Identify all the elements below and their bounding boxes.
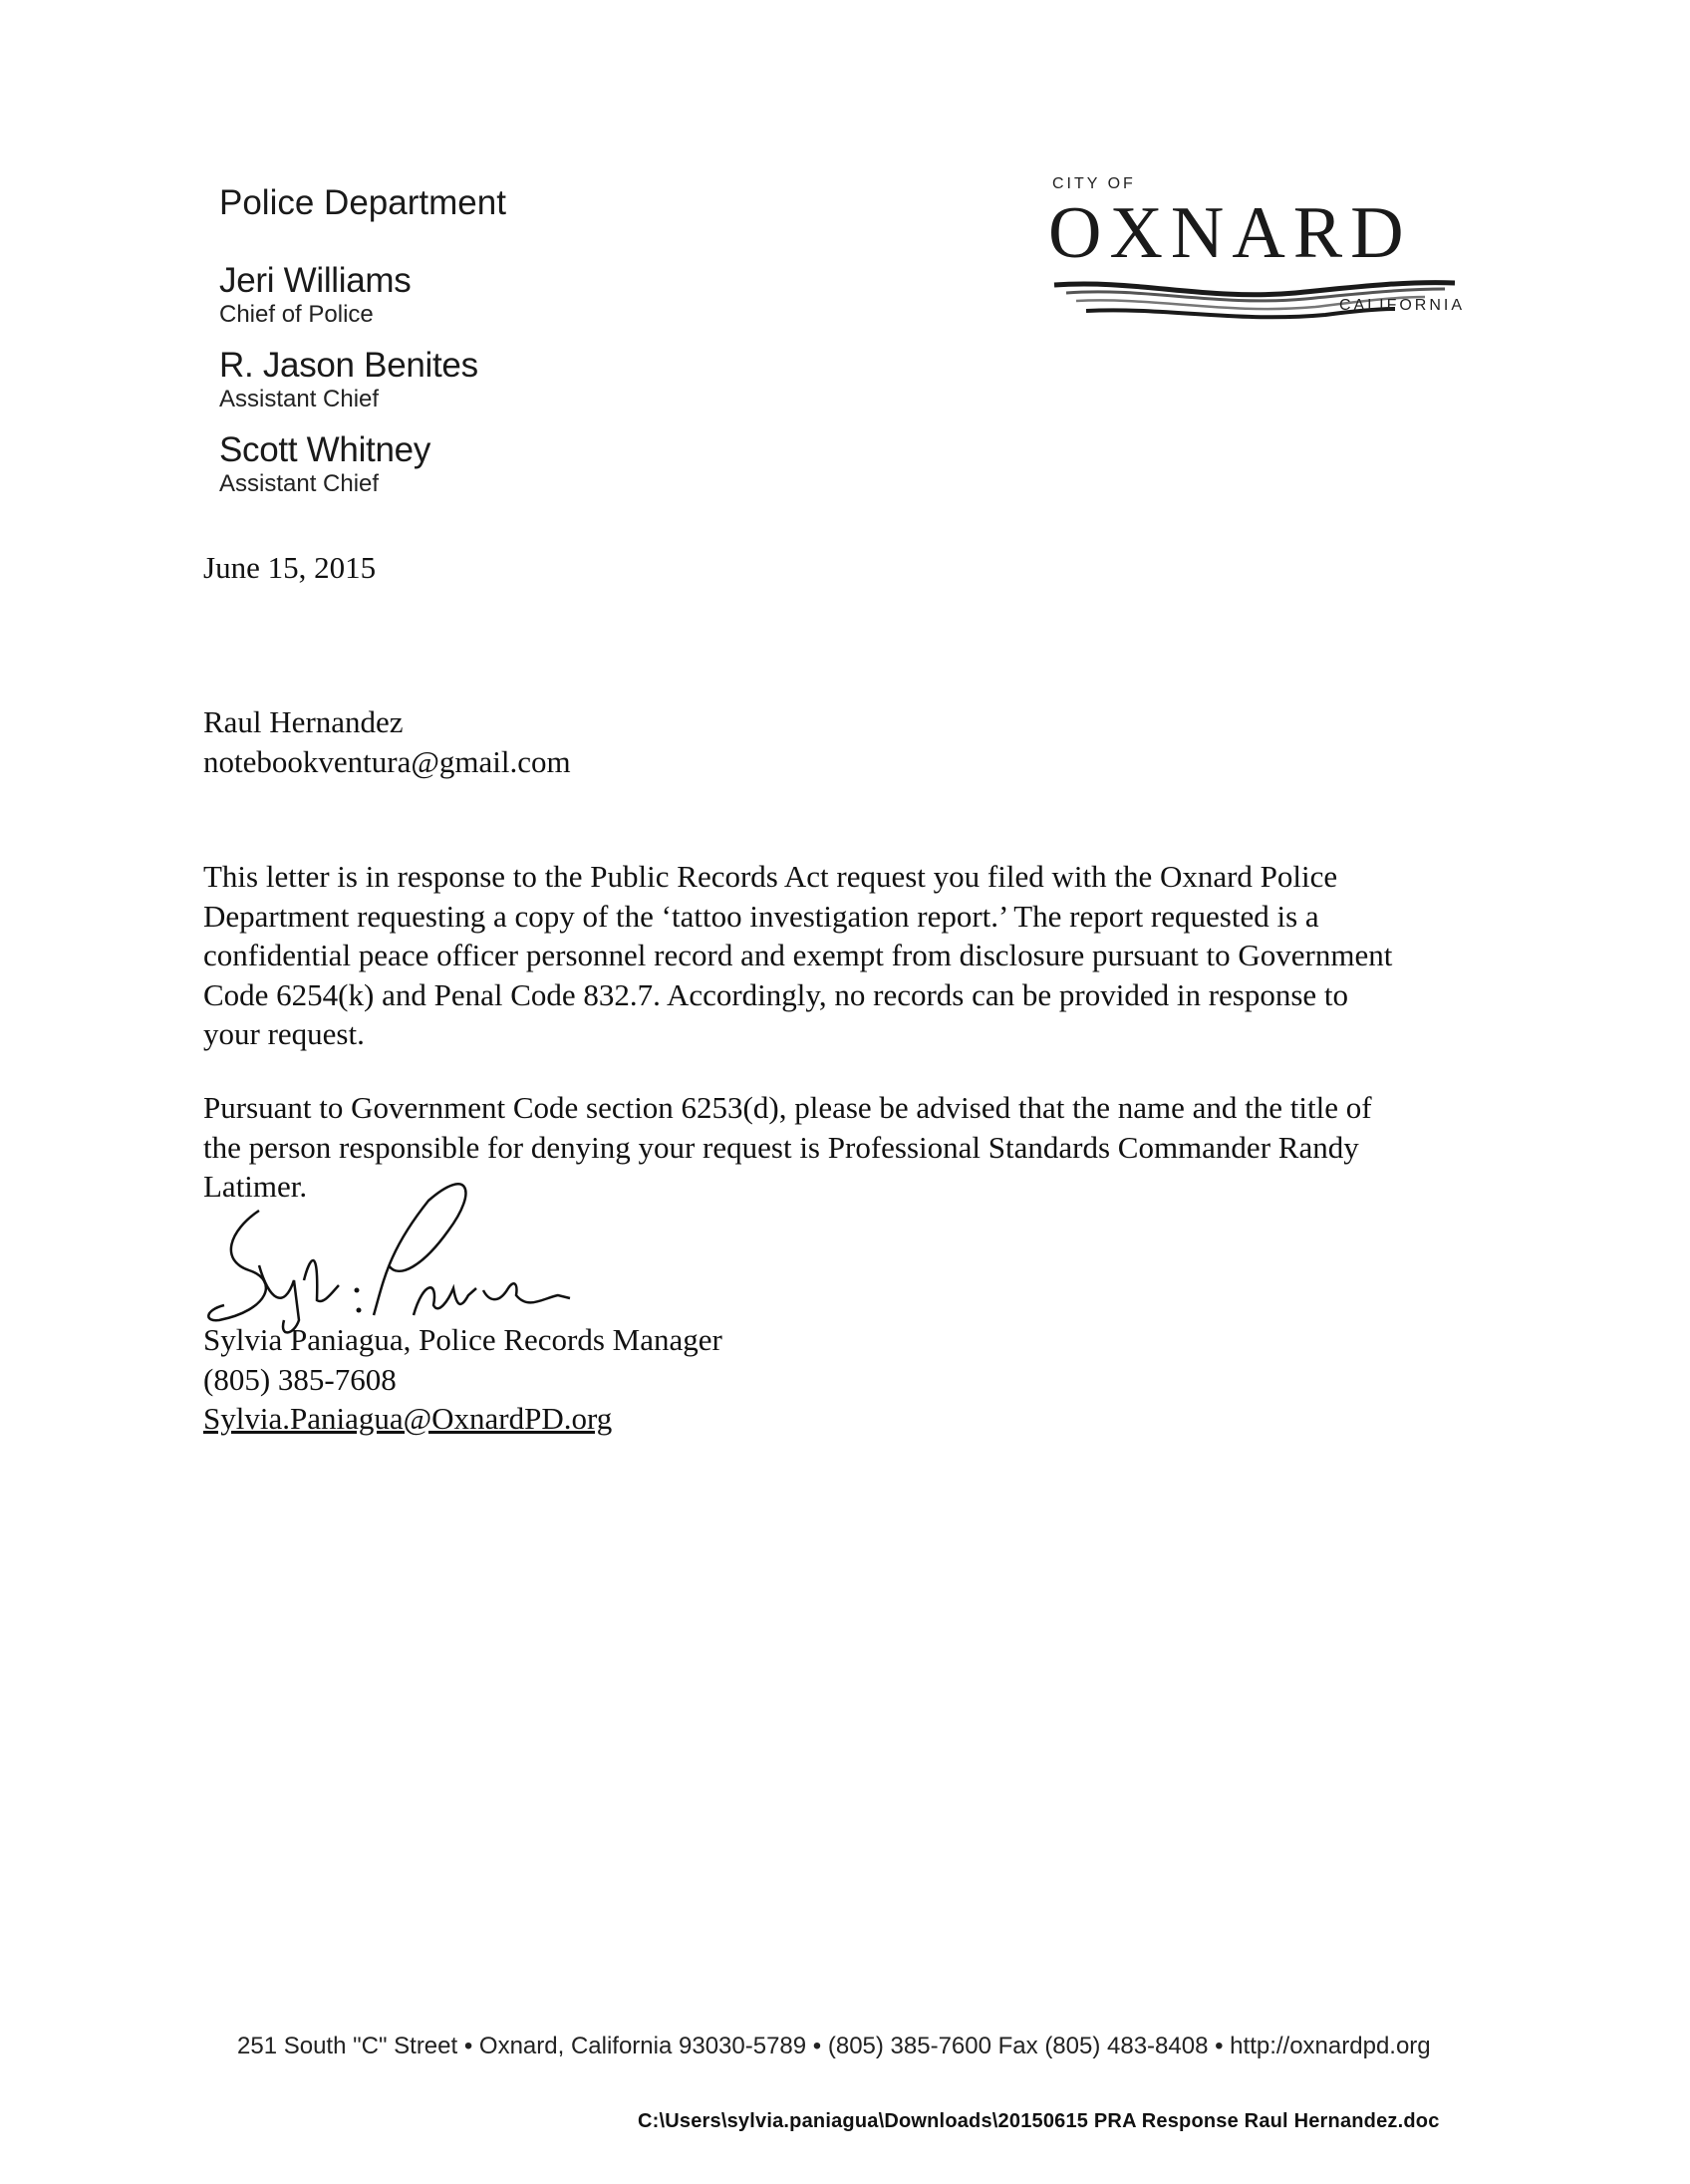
- signer-email-link[interactable]: Sylvia.Paniagua@OxnardPD.org: [203, 1401, 613, 1436]
- handwritten-signature: [199, 1171, 578, 1340]
- logo-city-of: CITY OF: [1052, 175, 1136, 192]
- para1-line: Department requesting a copy of the ‘tattoo investigation report.’ The report requested is a: [203, 898, 1319, 934]
- staff-name: Scott Whitney: [219, 430, 431, 469]
- staff-name: Jeri Williams: [219, 261, 412, 300]
- department-heading: Police Department: [219, 183, 506, 222]
- logo-state: CALIFORNIA: [1339, 297, 1466, 314]
- staff-name: R. Jason Benites: [219, 346, 478, 385]
- para2-line: Pursuant to Government Code section 6253(d), please be advised that the name and the title of: [203, 1090, 1372, 1125]
- recipient-name: Raul Hernandez: [203, 704, 404, 739]
- staff-block-assistant-2: [219, 430, 430, 498]
- para1-line: This letter is in response to the Public Records Act request you filed with the Oxnard Police: [203, 859, 1338, 894]
- letter-date: June 15, 2015: [203, 550, 377, 585]
- footer-file-path: C:\Users\sylvia.paniagua\Downloads\20150615 PRA Response Raul Hernandez.doc: [638, 2110, 1440, 2132]
- body-paragraph-1: [203, 857, 1489, 1054]
- para1-line: confidential peace officer personnel record and exempt from disclosure pursuant to Government: [203, 938, 1393, 972]
- staff-block-chief: [219, 261, 411, 329]
- footer-address: 251 South "C" Street • Oxnard, California 93030-5789 • (805) 385-7600 Fax (805) 483-8408 • http://oxnardpd.org: [237, 2033, 1431, 2059]
- para2-line: Latimer.: [203, 1169, 308, 1204]
- signer-phone: (805) 385-7608: [203, 1361, 397, 1397]
- para2-line: the person responsible for denying your request is Professional Standards Commander Randy: [203, 1129, 1359, 1165]
- signature-block: [203, 1320, 722, 1439]
- recipient-block: [203, 702, 571, 781]
- signer-line: Sylvia Paniagua, Police Records Manager: [203, 1322, 722, 1357]
- para1-line: Code 6254(k) and Penal Code 832.7. Accordingly, no records can be provided in response to: [203, 976, 1349, 1012]
- staff-title: Assistant Chief: [219, 386, 380, 412]
- staff-block-assistant-1: [219, 346, 478, 413]
- recipient-email: notebookventura@gmail.com: [203, 743, 571, 779]
- staff-title: Assistant Chief: [219, 470, 380, 497]
- staff-title: Chief of Police: [219, 301, 374, 328]
- logo-city-name: OXNARD: [1048, 192, 1412, 274]
- para1-line: your request.: [203, 1016, 365, 1051]
